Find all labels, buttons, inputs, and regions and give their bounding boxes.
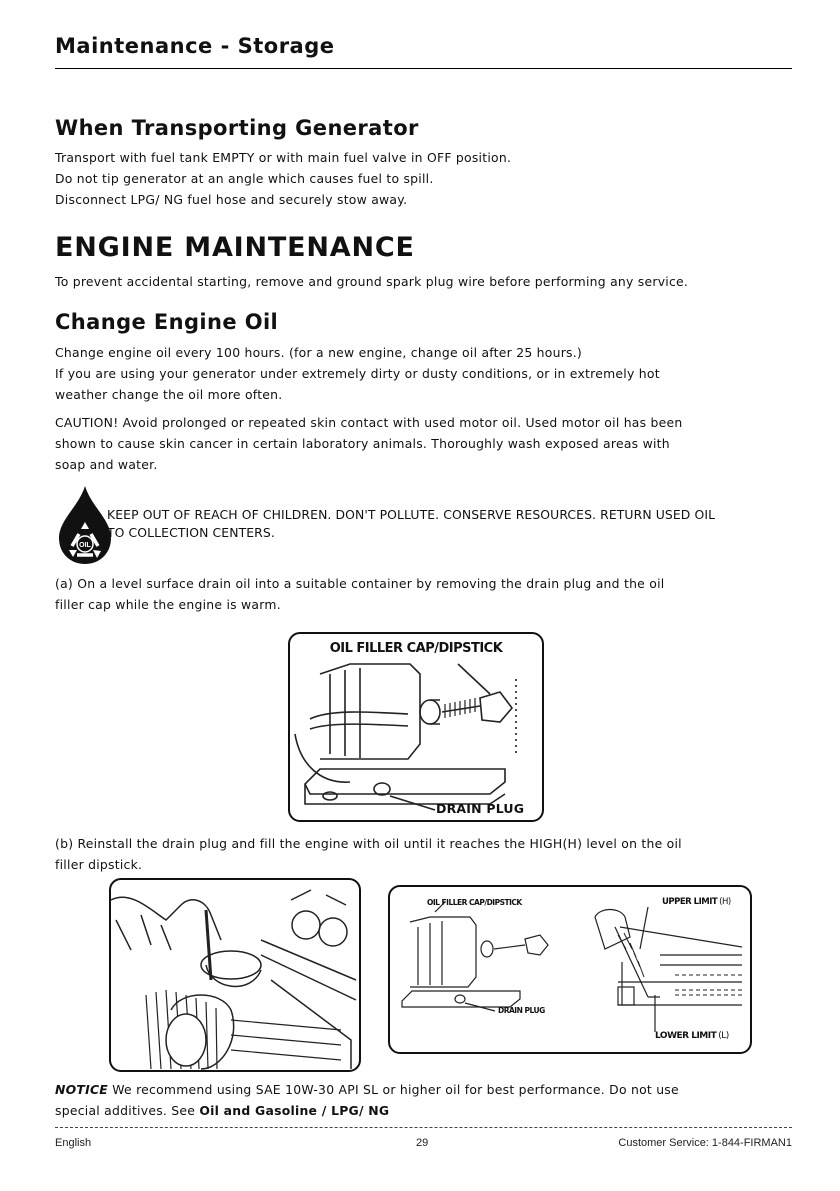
transport-line: Transport with fuel tank EMPTY or with main fuel valve in OFF position. — [55, 150, 512, 165]
notice-paragraph — [55, 1079, 795, 1121]
text-line: Change engine oil every 100 hours. (for a new engine, change oil after 25 hours.) — [55, 345, 583, 360]
transport-instructions — [55, 147, 795, 210]
drain-plug-small-label: DRAIN PLUG — [498, 1006, 545, 1015]
footer-language: English — [55, 1137, 92, 1149]
engine-intro-text: To prevent accidental starting, remove and ground spark plug wire before performing any service. — [55, 274, 689, 289]
page-number: 29 — [416, 1137, 429, 1149]
pouring-oil-drawing — [111, 880, 359, 1070]
upper-limit-suffix: (H) — [719, 897, 731, 907]
oil-icon-label: OIL — [79, 542, 91, 549]
caution-paragraph — [55, 412, 795, 475]
pouring-oil-figure — [109, 878, 361, 1072]
text-line: soap and water. — [55, 457, 158, 472]
step-a-paragraph — [55, 573, 795, 615]
footer-divider — [55, 1127, 792, 1128]
oil-gasoline-reference: Oil and Gasoline / LPG/ NG — [199, 1103, 390, 1118]
oil-warning — [107, 506, 715, 542]
notice-line-2 — [55, 1100, 795, 1121]
text-line: weather change the oil more often. — [55, 387, 283, 402]
notice-label: NOTICE — [55, 1082, 109, 1097]
engine-intro — [55, 271, 795, 292]
text-line: (a) On a level surface drain oil into a suitable container by removing the drain plug and the oil — [55, 576, 665, 591]
upper-limit-text: UPPER LIMIT — [662, 897, 718, 907]
drain-plug-figure — [288, 632, 544, 822]
notice-text: We recommend using SAE 10W-30 API SL or higher oil for best performance. Do not use — [112, 1082, 679, 1097]
warning-line: TO COLLECTION CENTERS. — [107, 525, 275, 540]
filler-cap-label: OIL FILLER CAP/DIPSTICK — [329, 641, 503, 656]
dipstick-drawing — [390, 887, 750, 1052]
text-line: filler dipstick. — [55, 857, 143, 872]
lower-limit-label — [655, 1031, 729, 1041]
customer-service: Customer Service: 1-844-FIRMAN1 — [618, 1137, 792, 1149]
change-oil-heading: Change Engine Oil — [55, 310, 279, 334]
engine-drawing — [290, 634, 542, 820]
notice-line-1 — [55, 1079, 795, 1100]
text-line: CAUTION! Avoid prolonged or repeated skin contact with used motor oil. Used motor oil has been — [55, 415, 683, 430]
text-line: filler cap while the engine is warm. — [55, 597, 281, 612]
warning-line: KEEP OUT OF REACH OF CHILDREN. DON'T POLLUTE. CONSERVE RESOURCES. RETURN USED OIL — [107, 507, 716, 522]
filler-cap-small-label: OIL FILLER CAP/DIPSTICK — [427, 898, 522, 907]
notice-text-prefix: special additives. See — [55, 1103, 200, 1118]
recycle-oil-icon — [55, 484, 115, 566]
lower-limit-text: LOWER LIMIT — [655, 1031, 717, 1041]
transport-line: Disconnect LPG/ NG fuel hose and securely stow away. — [55, 192, 408, 207]
page-title: Maintenance - Storage — [55, 34, 335, 58]
text-line: shown to cause skin cancer in certain laboratory animals. Thoroughly wash exposed areas with — [55, 436, 670, 451]
engine-maintenance-heading: ENGINE MAINTENANCE — [55, 232, 415, 263]
text-line: If you are using your generator under extremely dirty or dusty conditions, or in extremely hot — [55, 366, 660, 381]
text-line: (b) Reinstall the drain plug and fill the engine with oil until it reaches the HIGH(H) level on the oil — [55, 836, 682, 851]
lower-limit-suffix: (L) — [718, 1031, 729, 1041]
oil-interval-paragraph — [55, 342, 795, 405]
header-divider — [55, 68, 792, 69]
drain-plug-label: DRAIN PLUG — [436, 801, 525, 816]
transport-heading: When Transporting Generator — [55, 116, 419, 140]
transport-line: Do not tip generator at an angle which causes fuel to spill. — [55, 171, 434, 186]
dipstick-levels-figure — [388, 885, 752, 1054]
step-b-paragraph — [55, 833, 795, 875]
